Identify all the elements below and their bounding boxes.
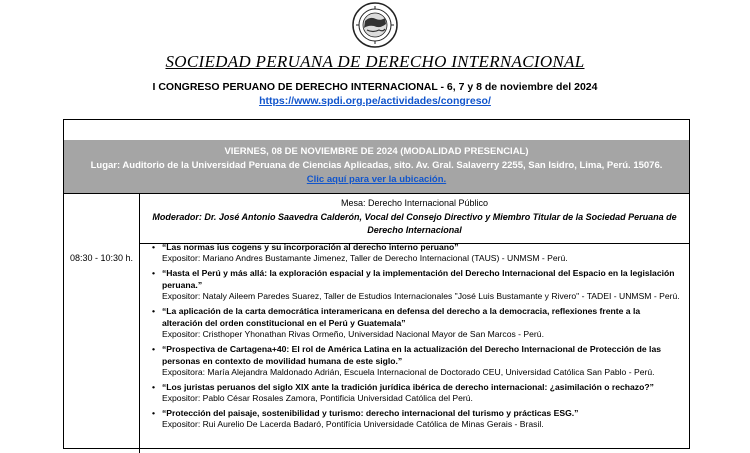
bullet-icon: •: [152, 306, 156, 316]
bullet-icon: •: [152, 268, 156, 278]
society-seal-logo: [352, 2, 398, 48]
list-item: [152, 343, 682, 378]
panel-title: Mesa: Derecho Internacional Público: [340, 198, 489, 208]
list-item: [152, 241, 682, 264]
bullet-icon: •: [152, 344, 156, 354]
congress-title: I CONGRESO PERUANO DE DERECHO INTERNACIONAL - 6, 7 y 8 de noviembre del 2024: [152, 81, 598, 93]
day-venue: Lugar: Auditorio de la Universidad Peruana de Ciencias Aplicadas, sito. Av. Gral. Salaverry 2255, San Isidro, Lima, Perú. 15076.: [90, 160, 663, 171]
location-link[interactable]: Clic aquí para ver la ubicación.: [306, 174, 447, 185]
day-header: [64, 140, 689, 194]
program-table: [63, 119, 690, 449]
bullet-icon: •: [152, 242, 156, 252]
talk-title: “Prospectiva de Cartagena+40: El rol de América Latina en la actualización del Derecho Internacional de Protección de las personas en contexto de movilidad humana de este siglo.”: [162, 344, 662, 366]
talk-speaker: Expositor: Mariano Andres Bustamante Jimenez, Taller de Derecho Internacional (TAUS) - UNMSM - Perú.: [162, 253, 568, 263]
talk-speaker: Expositor: Rui Aurelio De Lacerda Badaró, Pontifícia Universidade Católica de Minas Gerais - Brasil.: [162, 419, 544, 429]
bullet-icon: •: [152, 408, 156, 418]
talk-speaker: Expositor: Pablo César Rosales Zamora, Pontificia Universidad Católica del Perú.: [162, 393, 473, 403]
talk-title: “La aplicación de la carta democrática interamericana en defensa del derecho a la democracia, reflexiones frente a la alteración del orden constitucional en el Perú y Guatemala”: [162, 306, 641, 328]
talk-list: [152, 240, 682, 430]
talk-title: “Protección del paisaje, sostenibilidad y turismo: derecho internacional del turismo y prácticas ESG.”: [162, 408, 579, 418]
day-date: VIERNES, 08 DE NOVIEMBRE DE 2024 (MODALIDAD PRESENCIAL): [224, 146, 529, 157]
talk-speaker: Expositora: María Alejandra Maldonado Adrián, Escuela Internacional de Doctorado CEU, Universidad Católica San Pablo - Perú.: [162, 367, 655, 377]
congress-url-link[interactable]: https://www.spdi.org.pe/actividades/congreso/: [259, 95, 491, 107]
talk-title: “Los juristas peruanos del siglo XIX ante la tradición jurídica ibérica de derecho internacional: ¿asimilación o rechazo?”: [162, 382, 654, 392]
session-time: 08:30 - 10:30 h.: [69, 253, 134, 263]
organization-title: SOCIEDAD PERUANA DE DERECHO INTERNACIONAL: [165, 52, 585, 71]
panel-header: [140, 193, 689, 244]
list-item: [152, 381, 682, 404]
table-header-row: [64, 120, 689, 141]
talk-speaker: Expositor: Cristhoper Yhonathan Rivas Ormeño, Universidad Nacional Mayor de San Marcos - Perú.: [162, 329, 544, 339]
talk-title: “Hasta el Perú y más allá: la exploración espacial y la implementación del Derecho Internacional del Espacio en la legislación peruana.”: [162, 268, 675, 290]
panel-moderator: Moderador: Dr. José Antonio Saavedra Calderón, Vocal del Consejo Directivo y Miembro Titular de la Sociedad Peruana de Derecho Internacional: [152, 212, 677, 235]
list-item: [152, 305, 682, 340]
list-item: [152, 267, 682, 302]
list-item: [152, 407, 682, 430]
talk-speaker: Expositor: Nataly Aileem Paredes Suarez, Taller de Estudios Internacionales "José Luis Bustamante y Rivero" - TADEI - UNMSM - Perú.: [162, 291, 680, 301]
talk-title: “Las normas ius cogens y su incorporación al derecho interno peruano”: [162, 242, 459, 252]
bullet-icon: •: [152, 382, 156, 392]
